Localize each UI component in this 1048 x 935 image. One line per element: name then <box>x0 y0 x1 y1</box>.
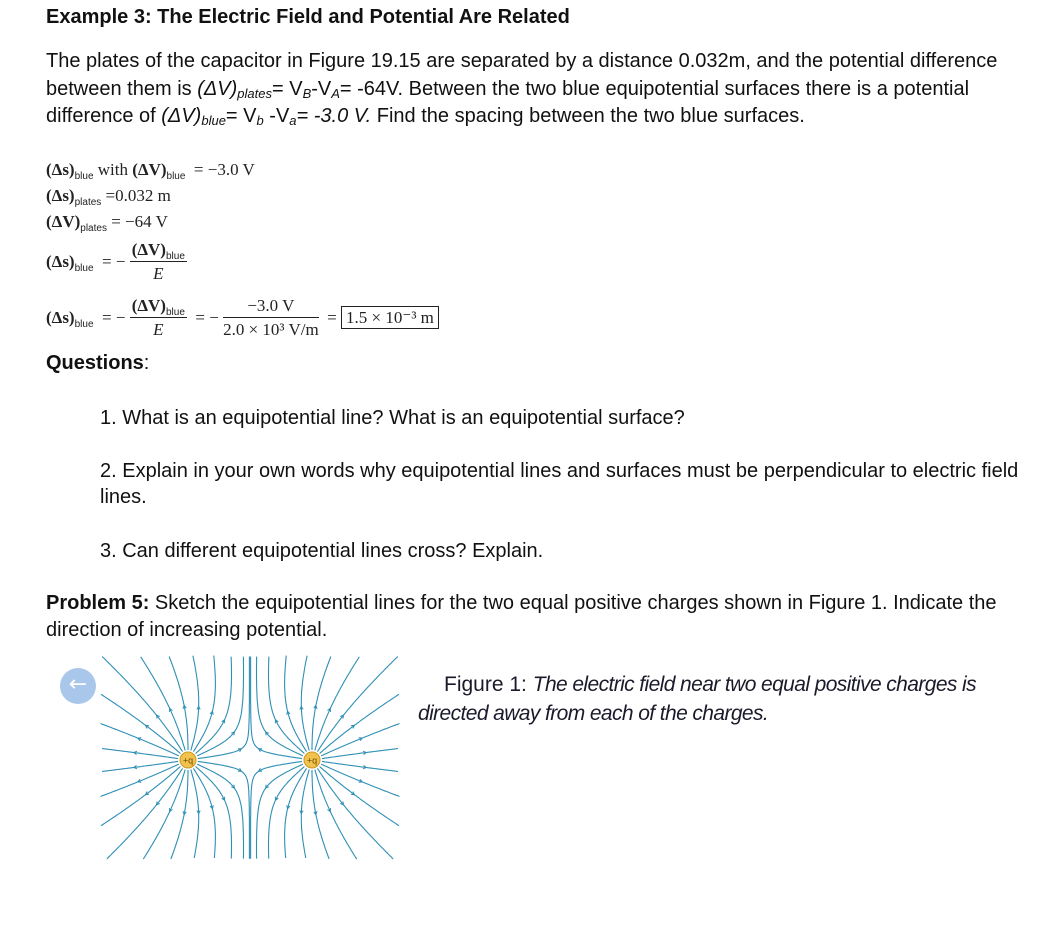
ds-symbol: (Δs) <box>46 252 75 271</box>
questions-label: Questions <box>46 352 144 374</box>
minus-sign: − <box>115 308 126 327</box>
field-line <box>312 770 329 859</box>
sub-blue: blue <box>201 113 226 128</box>
eq-1: = V <box>271 77 303 100</box>
value-1: = -64V. <box>339 77 404 100</box>
value-2: = -3.0 V. <box>296 105 372 127</box>
sub-blue: blue <box>74 263 94 274</box>
fraction-dv-over-e <box>130 296 187 340</box>
questions-heading <box>46 352 149 375</box>
fraction-dv-over-e <box>130 240 187 284</box>
example-paragraph <box>46 48 1006 131</box>
math-line-5 <box>46 296 439 340</box>
v-plates-value: −64 V <box>125 212 168 231</box>
e-symbol: E <box>153 264 164 283</box>
result-box: 1.5 × 10⁻³ m <box>341 306 439 329</box>
field-line <box>257 764 303 858</box>
eq-2: = V <box>225 105 257 127</box>
sub-A: A <box>331 85 340 101</box>
sub-plates: plates <box>237 85 272 101</box>
field-line <box>101 694 180 753</box>
question-1: 1. What is an equipotential line? What is an equipotential surface? <box>100 407 685 429</box>
equals: = <box>102 308 112 327</box>
figure-caption <box>418 670 998 728</box>
problem-text: Sketch the equipotential lines for the two equal positive charges shown in Figure 1. Indicate the direction of increasing potential. <box>46 592 997 641</box>
numerator-value: −3.0 V <box>223 296 319 318</box>
with-word: with <box>97 160 128 179</box>
dv-symbol: (ΔV) <box>46 212 81 231</box>
para-text-1: The plates of the capacitor in Figure 19.15 are separated by a distance 0.032m, and the potential difference between them is <box>46 50 998 100</box>
example-title: Example 3: The Electric Field and Potential Are Related <box>46 6 570 28</box>
e-symbol: E <box>153 320 164 339</box>
para-text-3: Find the spacing between the two blue surfaces. <box>371 105 805 127</box>
sub-b: b <box>256 113 264 128</box>
sub-a: a <box>289 113 297 128</box>
electric-field-figure <box>100 655 400 860</box>
ds-symbol: (Δs) <box>46 160 75 179</box>
back-button[interactable] <box>60 668 96 704</box>
dv-symbol: (ΔV) <box>132 160 167 179</box>
field-line <box>301 656 309 751</box>
field-line <box>320 767 400 826</box>
sub-blue: blue <box>165 307 185 318</box>
s-plates-value: 0.032 m <box>115 186 171 205</box>
equals: = <box>193 160 204 179</box>
charge-right-label: +q <box>306 755 318 766</box>
caption-label: Figure 1: <box>444 673 533 696</box>
equals: = <box>195 308 205 327</box>
math-line-4 <box>46 240 187 284</box>
dv-plates: (ΔV) <box>197 77 238 100</box>
minus-sign: − <box>115 252 126 271</box>
field-line <box>101 767 180 826</box>
sub-blue: blue <box>74 319 94 330</box>
field-line <box>317 657 397 752</box>
minus-sign: − <box>209 308 219 327</box>
sub-plates: plates <box>74 197 102 208</box>
math-line-3 <box>46 212 168 232</box>
v-blue-value: −3.0 V <box>207 160 255 179</box>
question-3: 3. Can different equipotential lines cross? Explain. <box>100 540 544 562</box>
minus-1: -V <box>311 77 332 100</box>
para-text-2: Between the two blue equipotential surfaces there is a potential difference of <box>46 77 970 127</box>
problem-label: Problem 5: <box>46 592 150 614</box>
questions-colon: : <box>143 352 150 374</box>
sub-blue: blue <box>74 171 94 182</box>
field-line <box>102 657 182 752</box>
problem-5 <box>46 590 1006 644</box>
sub-plates: plates <box>80 223 107 234</box>
dv-symbol: (ΔV) <box>131 296 166 315</box>
field-line <box>197 764 243 858</box>
ds-symbol: (Δs) <box>46 186 75 205</box>
equals: = <box>327 308 337 327</box>
sub-B: B <box>302 85 312 101</box>
dv-blue: (ΔV) <box>161 105 202 127</box>
equals: = <box>102 252 112 271</box>
field-line <box>315 770 357 860</box>
denominator-value: 2.0 × 10³ V/m <box>223 320 319 339</box>
field-line <box>143 770 185 860</box>
fraction-value <box>223 296 319 340</box>
caption-text: The electric field near two equal positive charges is directed away from each of the charges. <box>418 673 976 725</box>
arrow-left-icon: ← <box>68 672 88 697</box>
math-line-1 <box>46 160 255 180</box>
dv-symbol: (ΔV) <box>131 240 166 259</box>
equals: = <box>105 186 116 205</box>
charge-left-label: +q <box>182 755 194 766</box>
charge-left <box>180 752 196 768</box>
field-line <box>197 657 243 756</box>
sub-blue: blue <box>166 171 186 182</box>
field-line <box>171 770 188 859</box>
field-line <box>191 656 199 751</box>
field-lines <box>101 656 400 860</box>
sub-blue: blue <box>165 251 185 262</box>
math-line-2 <box>46 186 171 206</box>
field-line <box>301 770 309 858</box>
charge-right <box>304 752 320 768</box>
field-line <box>257 657 303 756</box>
ds-symbol: (Δs) <box>46 308 75 327</box>
minus-2: -V <box>263 105 290 127</box>
equals: = <box>111 212 121 231</box>
field-line <box>191 770 199 858</box>
field-line <box>320 694 400 753</box>
question-2: 2. Explain in your own words why equipotential lines and surfaces must be perpendicular to electric field lines. <box>100 460 1019 508</box>
